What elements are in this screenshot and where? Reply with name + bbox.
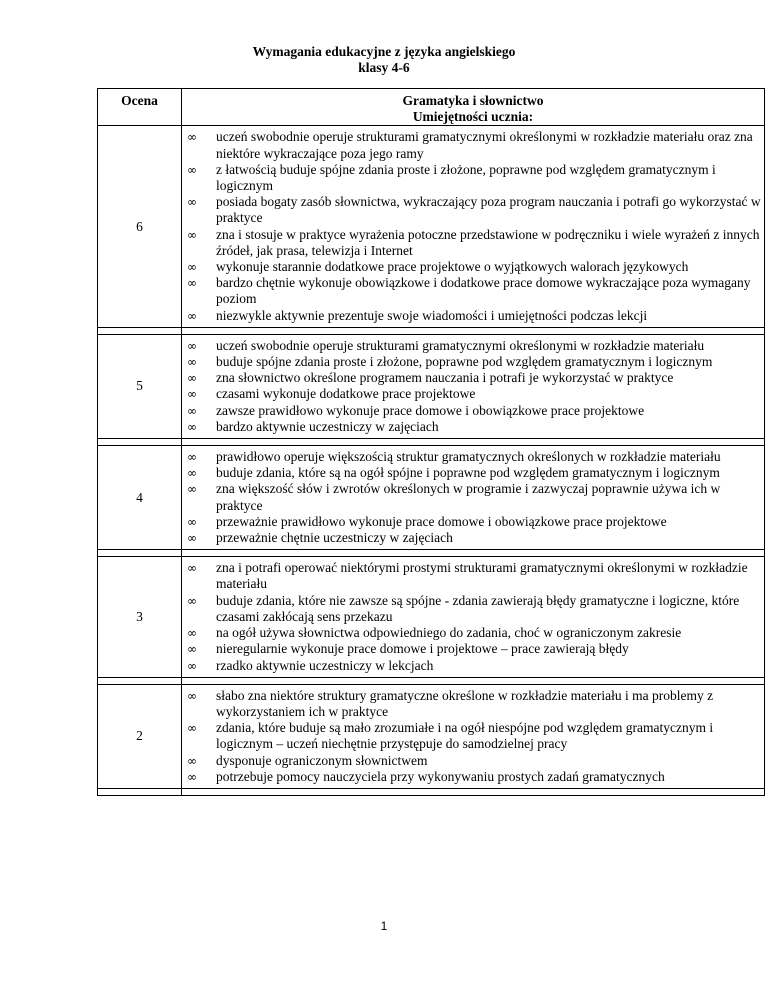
infinity-bullet-icon: ∞ [187, 593, 197, 608]
skills-cell [182, 684, 765, 788]
list-item [182, 449, 764, 465]
list-item [182, 308, 764, 324]
skills-list [182, 688, 764, 785]
spacer-cell [182, 788, 765, 795]
list-item-text: na ogół używa słownictwa odpowiedniego do zadania, choć w ograniczonym zakresie [216, 625, 682, 641]
list-item-text: z łatwością buduje spójne zdania proste i złożone, poprawne pod względem gramatycznym i logicznym [216, 161, 716, 194]
skills-cell [182, 334, 765, 438]
grade-row [98, 334, 765, 438]
list-item [182, 162, 764, 194]
document-subtitle: klasy 4-6 [358, 60, 410, 75]
list-item-text: bardzo chętnie wykonuje obowiązkowe i dodatkowe prace domowe wykraczające poza wymagany poziom [216, 275, 751, 307]
grade-row [98, 126, 765, 327]
list-item-text: uczeń swobodnie operuje strukturami gramatycznymi określonymi w rozkładzie materiału oraz zna niektóre wykraczające poza jego ramy [216, 129, 753, 161]
spacer-cell [182, 327, 765, 334]
infinity-bullet-icon: ∞ [187, 371, 197, 386]
skills-list [182, 449, 764, 546]
list-item-text: zna większość słów i zwrotów określonych w programie i zazwyczaj poprawnie używa ich w praktyce [216, 481, 721, 513]
header-skills [182, 89, 765, 126]
list-item [182, 593, 764, 625]
list-item [182, 386, 764, 402]
list-item [182, 275, 764, 307]
grade-value: 2 [98, 684, 182, 788]
infinity-bullet-icon: ∞ [187, 130, 197, 145]
skills-cell [182, 446, 765, 550]
skills-list [182, 129, 764, 323]
list-item-text: przeważnie prawidłowo wykonuje prace domowe i obowiązkowe prace projektowe [216, 513, 667, 529]
row-spacer [98, 788, 765, 795]
infinity-bullet-icon: ∞ [187, 308, 197, 323]
list-item [182, 370, 764, 386]
list-item-text: uczeń swobodnie operuje strukturami gramatycznymi określonymi w rozkładzie materiału [216, 337, 705, 353]
grade-row [98, 684, 765, 788]
list-item [182, 720, 764, 752]
list-item [182, 753, 764, 769]
list-item [182, 481, 764, 513]
list-item-text: zdania, które buduje są mało zrozumiałe i na ogół niespójne pod względem gramatycznym i logicznym – uczeń niechętnie przystępuje do samodzielnej pracy [216, 720, 714, 752]
list-item [182, 560, 764, 592]
list-item-text: niezwykle aktywnie prezentuje swoje wiadomości i umiejętności podczas lekcji [216, 307, 648, 323]
list-item-text: nieregularnie wykonuje prace domowe i projektowe – prace zawierają błędy [216, 641, 629, 657]
list-item-text: buduje zdania, które są na ogół spójne i poprawne pod względem gramatycznym i logicznym [216, 465, 720, 481]
list-item-text: buduje zdania, które nie zawsze są spójne - zdania zawierają błędy gramatyczne i logiczne, które czasami zakłócają sens przekazu [216, 592, 740, 624]
grade-value: 4 [98, 446, 182, 550]
grade-row [98, 446, 765, 550]
list-item-text: słabo zna niektóre struktury gramatyczne określone w rozkładzie materiału i ma problemy z wykorzystaniem ich w praktyce [216, 687, 714, 719]
list-item [182, 354, 764, 370]
list-item [182, 259, 764, 275]
header-skills-subtitle: Umiejętności ucznia: [412, 109, 534, 125]
infinity-bullet-icon: ∞ [187, 626, 197, 641]
spacer-cell [98, 439, 182, 446]
list-item [182, 625, 764, 641]
spacer-cell [98, 788, 182, 795]
grade-value: 3 [98, 557, 182, 677]
infinity-bullet-icon: ∞ [187, 450, 197, 465]
list-item [182, 641, 764, 657]
row-spacer [98, 677, 765, 684]
list-item-text: dysponuje ograniczonym słownictwem [216, 752, 428, 768]
infinity-bullet-icon: ∞ [187, 688, 197, 703]
list-item [182, 227, 764, 259]
infinity-bullet-icon: ∞ [187, 338, 197, 353]
grade-row [98, 557, 765, 677]
list-item-text: rzadko aktywnie uczestniczy w lekcjach [216, 657, 434, 673]
spacer-cell [182, 439, 765, 446]
list-item [182, 194, 764, 226]
infinity-bullet-icon: ∞ [187, 227, 197, 242]
infinity-bullet-icon: ∞ [187, 162, 197, 177]
infinity-bullet-icon: ∞ [187, 260, 197, 275]
row-spacer [98, 550, 765, 557]
infinity-bullet-icon: ∞ [187, 195, 197, 210]
infinity-bullet-icon: ∞ [187, 514, 197, 529]
spacer-cell [98, 327, 182, 334]
spacer-cell [98, 550, 182, 557]
infinity-bullet-icon: ∞ [187, 561, 197, 576]
infinity-bullet-icon: ∞ [187, 658, 197, 673]
skills-list [182, 560, 764, 673]
spacer-cell [182, 550, 765, 557]
list-item-text: buduje spójne zdania proste i złożone, poprawne pod względem gramatycznym i logicznym [216, 354, 713, 370]
infinity-bullet-icon: ∞ [187, 466, 197, 481]
requirements-table [97, 88, 765, 796]
spacer-cell [182, 677, 765, 684]
spacer-cell [98, 677, 182, 684]
infinity-bullet-icon: ∞ [187, 753, 197, 768]
skills-cell [182, 557, 765, 677]
grade-value: 6 [98, 126, 182, 327]
list-item-text: wykonuje starannie dodatkowe prace projektowe o wyjątkowych walorach językowych [216, 259, 689, 275]
list-item [182, 514, 764, 530]
list-item-text: zna słownictwo określone programem nauczania i potrafi je wykorzystać w praktyce [216, 370, 674, 386]
list-item [182, 129, 764, 161]
list-item [182, 403, 764, 419]
page-number: 1 [380, 919, 388, 933]
infinity-bullet-icon: ∞ [187, 721, 197, 736]
infinity-bullet-icon: ∞ [187, 531, 197, 546]
infinity-bullet-icon: ∞ [187, 642, 197, 657]
list-item-text: przeważnie chętnie uczestniczy w zajęciach [216, 530, 453, 546]
infinity-bullet-icon: ∞ [187, 482, 197, 497]
row-spacer [98, 439, 765, 446]
list-item-text: potrzebuje pomocy nauczyciela przy wykonywaniu prostych zadań gramatycznych [216, 768, 665, 784]
list-item [182, 688, 764, 720]
grade-value: 5 [98, 334, 182, 438]
list-item [182, 769, 764, 785]
list-item-text: zna i stosuje w praktyce wyrażenia potoczne przedstawione w podręczniku i wiele wyrażeń z innych źródeł, jak prasa, telewizja i Internet [216, 226, 760, 258]
table-header-row [98, 89, 765, 126]
row-spacer [98, 327, 765, 334]
list-item [182, 338, 764, 354]
skills-list [182, 338, 764, 435]
list-item-text: bardzo aktywnie uczestniczy w zajęciach [216, 418, 439, 434]
list-item-text: czasami wykonuje dodatkowe prace projektowe [216, 386, 476, 402]
infinity-bullet-icon: ∞ [187, 276, 197, 291]
header-skills-title: Gramatyka i słownictwo [402, 93, 544, 108]
infinity-bullet-icon: ∞ [187, 355, 197, 370]
document-title: Wymagania edukacyjne z języka angielskiego [252, 44, 516, 59]
list-item-text: posiada bogaty zasób słownictwa, wykraczający poza program nauczania i potrafi go wykorzystać w praktyce [216, 194, 761, 226]
infinity-bullet-icon: ∞ [187, 387, 197, 402]
header-grade: Ocena [98, 89, 182, 126]
list-item [182, 419, 764, 435]
skills-cell [182, 126, 765, 327]
list-item [182, 658, 764, 674]
list-item-text: zna i potrafi operować niektórymi prostymi strukturami gramatycznymi określonymi w rozkładzie materiału [216, 560, 748, 592]
infinity-bullet-icon: ∞ [187, 769, 197, 784]
list-item-text: prawidłowo operuje większością struktur gramatycznych określonych w rozkładzie materiału [216, 449, 721, 465]
list-item [182, 530, 764, 546]
list-item-text: zawsze prawidłowo wykonuje prace domowe i obowiązkowe prace projektowe [216, 402, 645, 418]
infinity-bullet-icon: ∞ [187, 419, 197, 434]
list-item [182, 465, 764, 481]
infinity-bullet-icon: ∞ [187, 403, 197, 418]
